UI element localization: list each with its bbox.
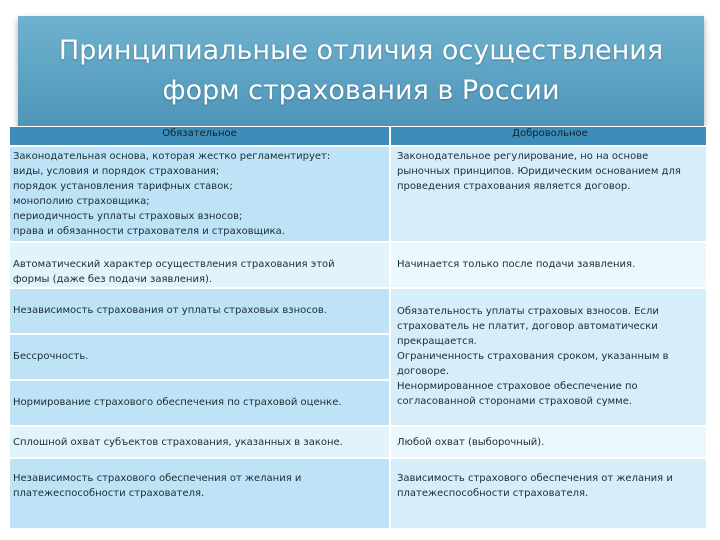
row1-mandatory-cell: [9, 146, 390, 242]
row1-voluntary-cell: [390, 146, 707, 242]
row1-left-line: виды, условия и порядок страхования;: [13, 166, 220, 177]
row4-mandatory-cell: [9, 426, 390, 458]
row1-right-line: Законодательное регулирование, но на основе: [397, 151, 649, 162]
header-voluntary: Добровольное: [390, 126, 707, 146]
row3-mandatory-cell-a: [9, 288, 390, 334]
slide-title-banner: [18, 16, 704, 126]
row3-right-line: договоре.: [397, 366, 450, 377]
slide-title-line-1: Принципиальные отличия осуществления: [58, 35, 664, 66]
row3-left-c-text: Нормирование страхового обеспечения по страховой оценке.: [13, 397, 342, 408]
row3-left-a-text: Независимость страхования от уплаты страховых взносов.: [13, 305, 327, 316]
row2-mandatory-cell: [9, 242, 390, 288]
row4-right-line: Любой охват (выборочный).: [397, 437, 545, 448]
row5-right-line: платежеспособности страхователя.: [397, 488, 589, 499]
row4-left-line: Сплошной охват субъектов страхования, указанных в законе.: [13, 437, 343, 448]
table-row: [9, 288, 707, 426]
row3-mandatory-cell-b: [9, 334, 390, 380]
table-row: [9, 458, 707, 529]
row2-left-line: Автоматический характер осуществления страхования этой: [13, 259, 335, 270]
row4-voluntary-cell: [390, 426, 707, 458]
row1-right-line: рыночных принципов. Юридическим основанием для: [397, 166, 681, 177]
row5-right-line: Зависимость страхового обеспечения от желания и: [397, 473, 673, 484]
row3-right-line: прекращается.: [397, 336, 477, 347]
row2-voluntary-cell: [390, 242, 707, 288]
row1-left-line: порядок установления тарифных ставок;: [13, 181, 233, 192]
row3-mandatory-cell-c: [9, 380, 390, 426]
row3-left-b-text: Бессрочность.: [13, 351, 89, 362]
row2-left-line: формы (даже без подачи заявления).: [13, 274, 213, 285]
row3-right-line: Ненормированное страховое обеспечение по: [397, 381, 638, 392]
header-mandatory: Обязательное: [9, 126, 390, 146]
slide-title-line-2: форм страхования в России: [162, 75, 560, 106]
row5-left-line: Независимость страхового обеспечения от желания и: [13, 473, 302, 484]
row1-left-line: монополию страховщика;: [13, 196, 150, 207]
row3-mandatory-group: [9, 288, 390, 426]
row3-voluntary-cell: [390, 288, 707, 426]
row1-left-line: права и обязанности страхователя и страховщика.: [13, 226, 285, 237]
row1-left-line: Законодательная основа, которая жестко регламентирует:: [13, 151, 331, 162]
row3-right-line: страхователь не платит, договор автоматически: [397, 321, 658, 332]
row2-right-line: Начинается только после подачи заявления.: [397, 259, 636, 270]
comparison-table: [9, 126, 707, 529]
table-row: [9, 426, 707, 458]
row5-mandatory-cell: [9, 458, 390, 529]
row3-right-line: Ограниченность страхования сроком, указанным в: [397, 351, 669, 362]
row3-right-line: согласованной сторонами страховой сумме.: [397, 396, 633, 407]
row1-right-line: проведения страхования является договор.: [397, 181, 631, 192]
row5-left-line: платежеспособности страхователя.: [13, 488, 205, 499]
table-row: [9, 242, 707, 288]
table-row: [9, 146, 707, 242]
row1-left-line: периодичность уплаты страховых взносов;: [13, 211, 243, 222]
table-header-row: [9, 126, 707, 146]
row3-right-line: Обязательность уплаты страховых взносов. Если: [397, 306, 659, 317]
row5-voluntary-cell: [390, 458, 707, 529]
